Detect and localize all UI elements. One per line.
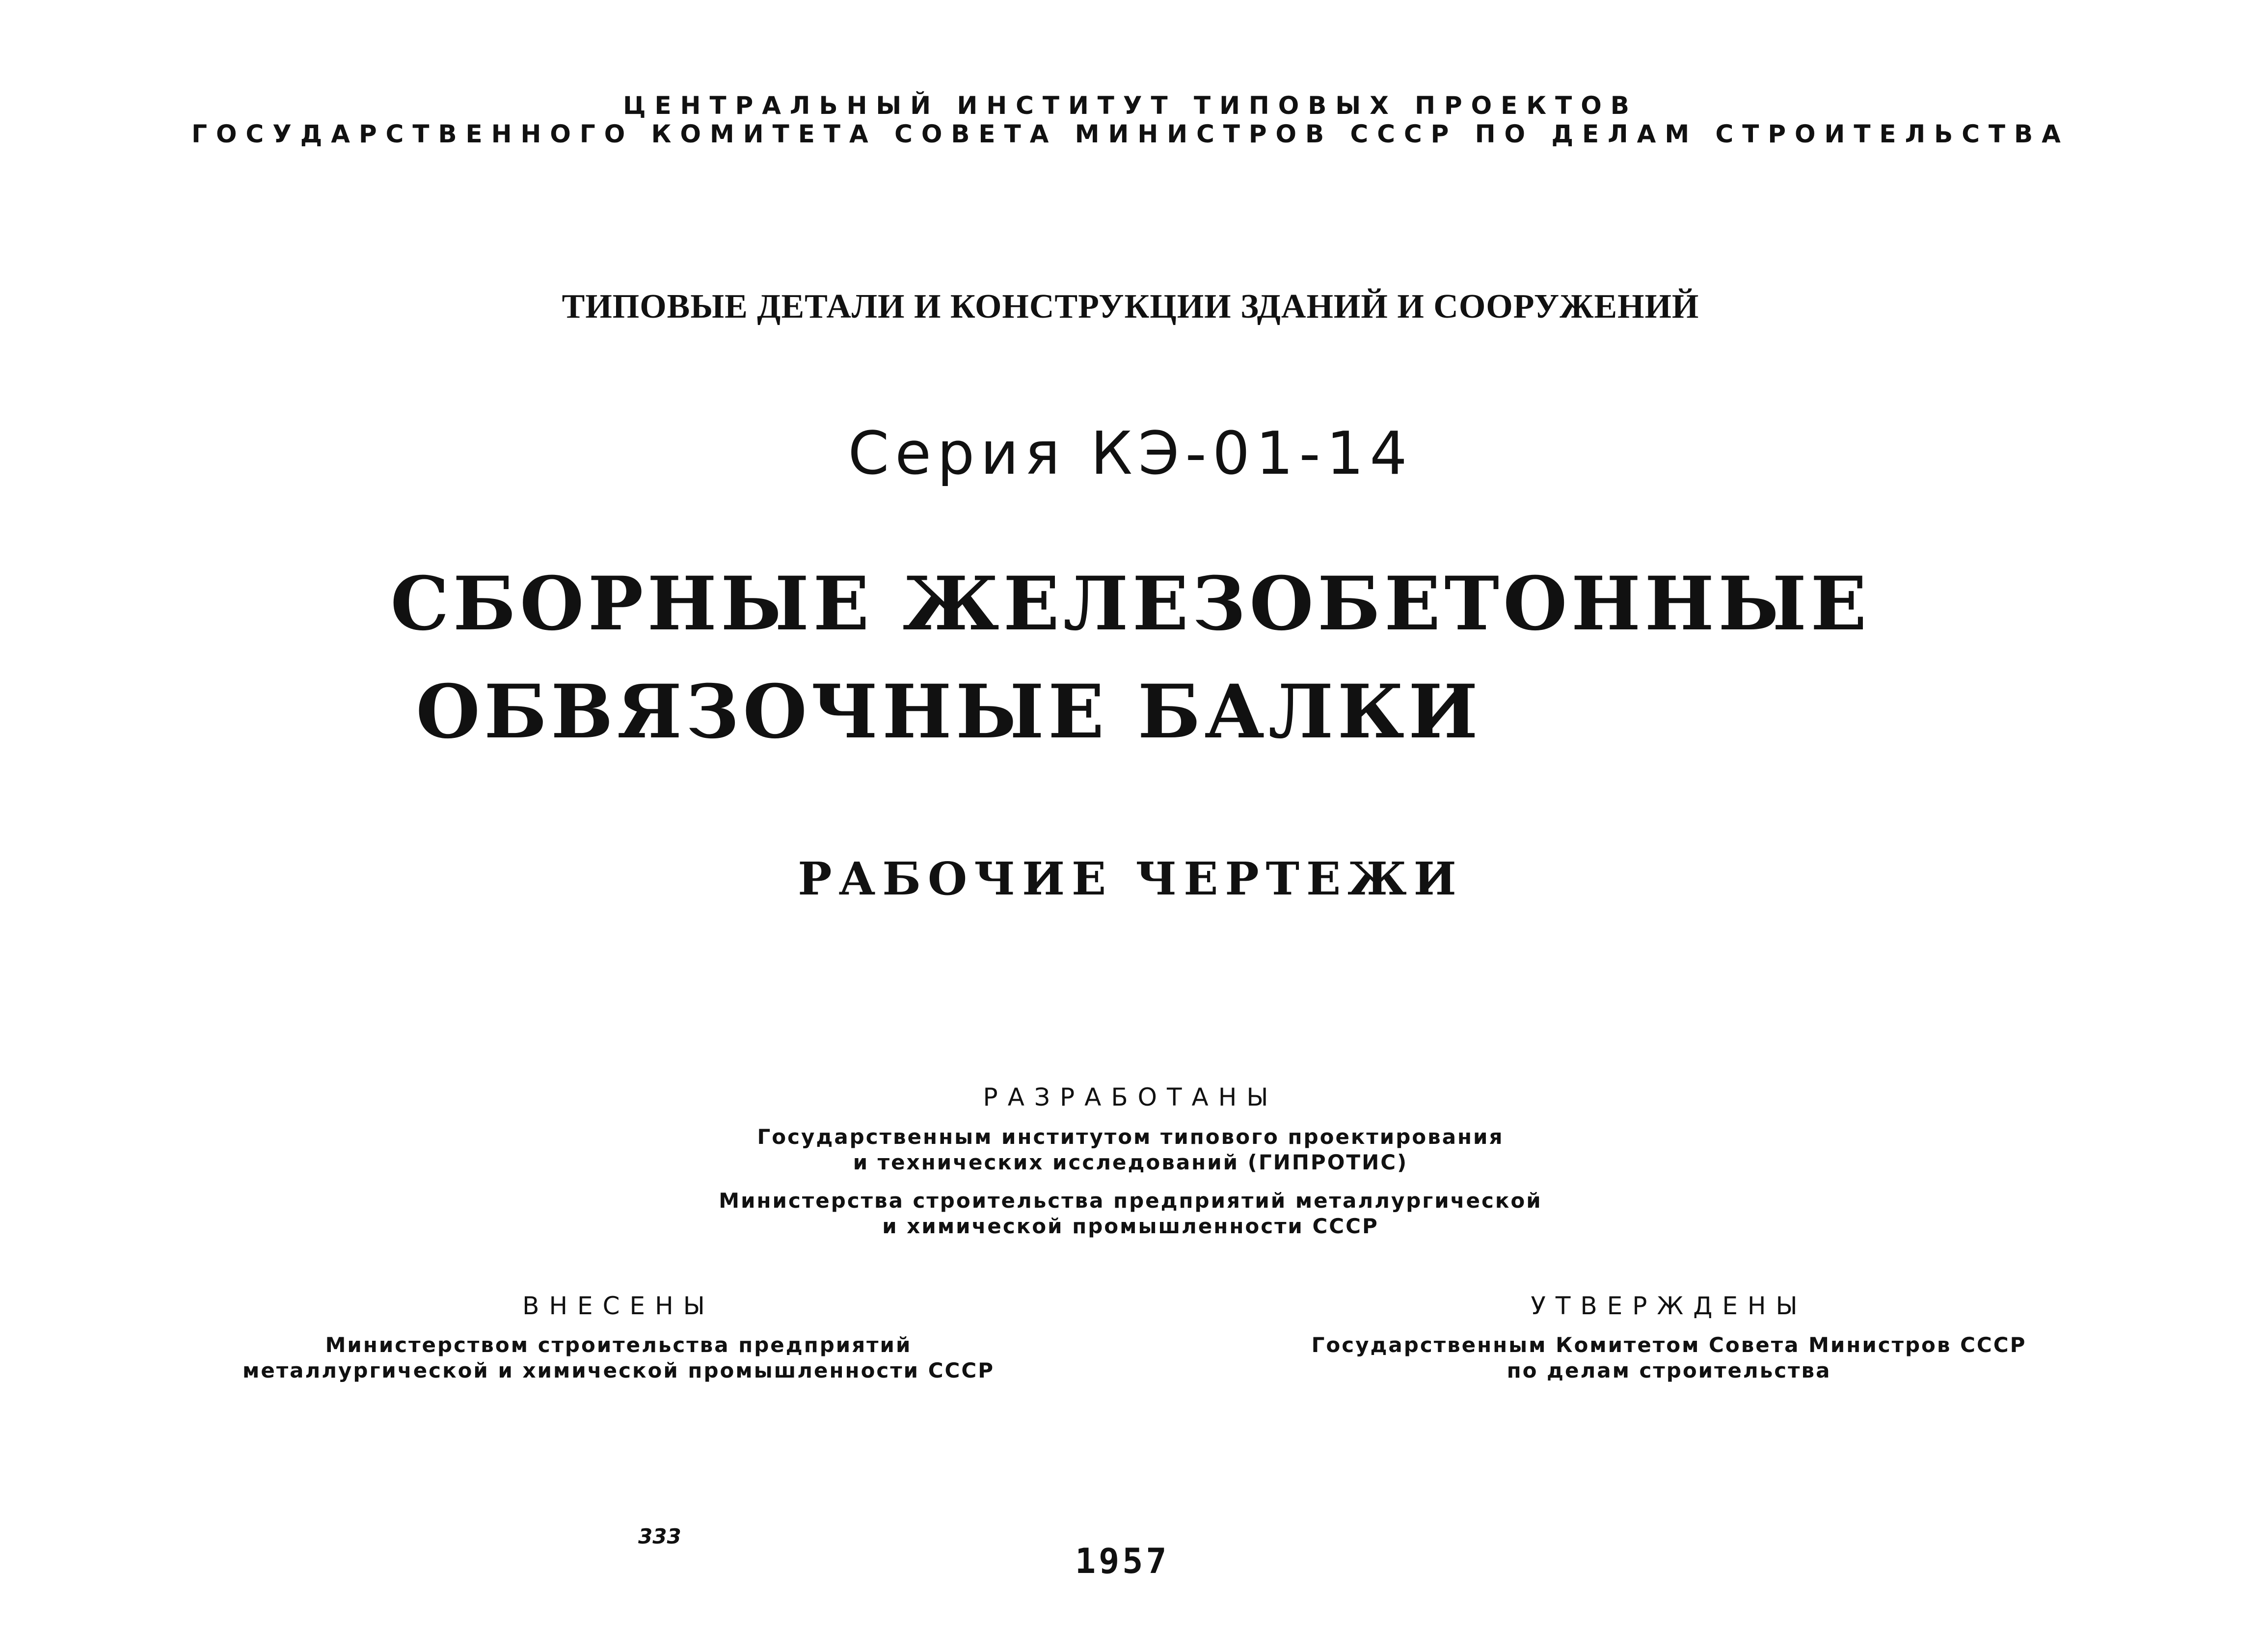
document-number: 333 [638, 1524, 681, 1548]
developed-line-4: и химической промышленности СССР [882, 1214, 1379, 1238]
developed-line-3: Министерства строительства предприятий металлургической [719, 1189, 1542, 1213]
institute-line-2: ГОСУДАРСТВЕННОГО КОМИТЕТА СОВЕТА МИНИСТРОВ СССР ПО ДЕЛАМ СТРОИТЕЛЬСТВА [191, 120, 2070, 148]
main-title-line-2: ОБВЯЗОЧНЫЕ БАЛКИ [416, 669, 1482, 755]
submitted-heading: ВНЕСЕНЫ [522, 1292, 715, 1320]
series-title: Серия КЭ-01-14 [848, 420, 1413, 488]
subtitle: РАБОЧИЕ ЧЕРТЕЖИ [798, 852, 1463, 905]
submitted-line-2: металлургической и химической промышленности СССР [242, 1358, 995, 1382]
main-title-line-1: СБОРНЫЕ ЖЕЛЕЗОБЕТОННЫЕ [390, 561, 1871, 647]
institute-line-1: ЦЕНТРАЛЬНЫЙ ИНСТИТУТ ТИПОВЫХ ПРОЕКТОВ [623, 91, 1638, 120]
approved-heading: УТВЕРЖДЕНЫ [1531, 1292, 1807, 1320]
collection-title: ТИПОВЫЕ ДЕТАЛИ И КОНСТРУКЦИИ ЗДАНИЙ И СООРУЖЕНИЙ [562, 288, 1699, 325]
approved-line-2: по делам строительства [1507, 1358, 1831, 1382]
approved-block [1227, 1291, 2111, 1383]
developed-line-1: Государственным институтом типового проектирования [757, 1125, 1504, 1149]
developed-line-2: и технических исследований (ГИПРОТИС) [853, 1150, 1408, 1174]
approved-line-1: Государственным Комитетом Совета Министров СССР [1311, 1333, 2027, 1357]
submitted-block [177, 1291, 1060, 1383]
developed-heading: РАЗРАБОТАНЫ [983, 1083, 1278, 1111]
publication-year: 1957 [1075, 1541, 1170, 1581]
submitted-line-1: Министерством строительства предприятий [325, 1333, 912, 1357]
